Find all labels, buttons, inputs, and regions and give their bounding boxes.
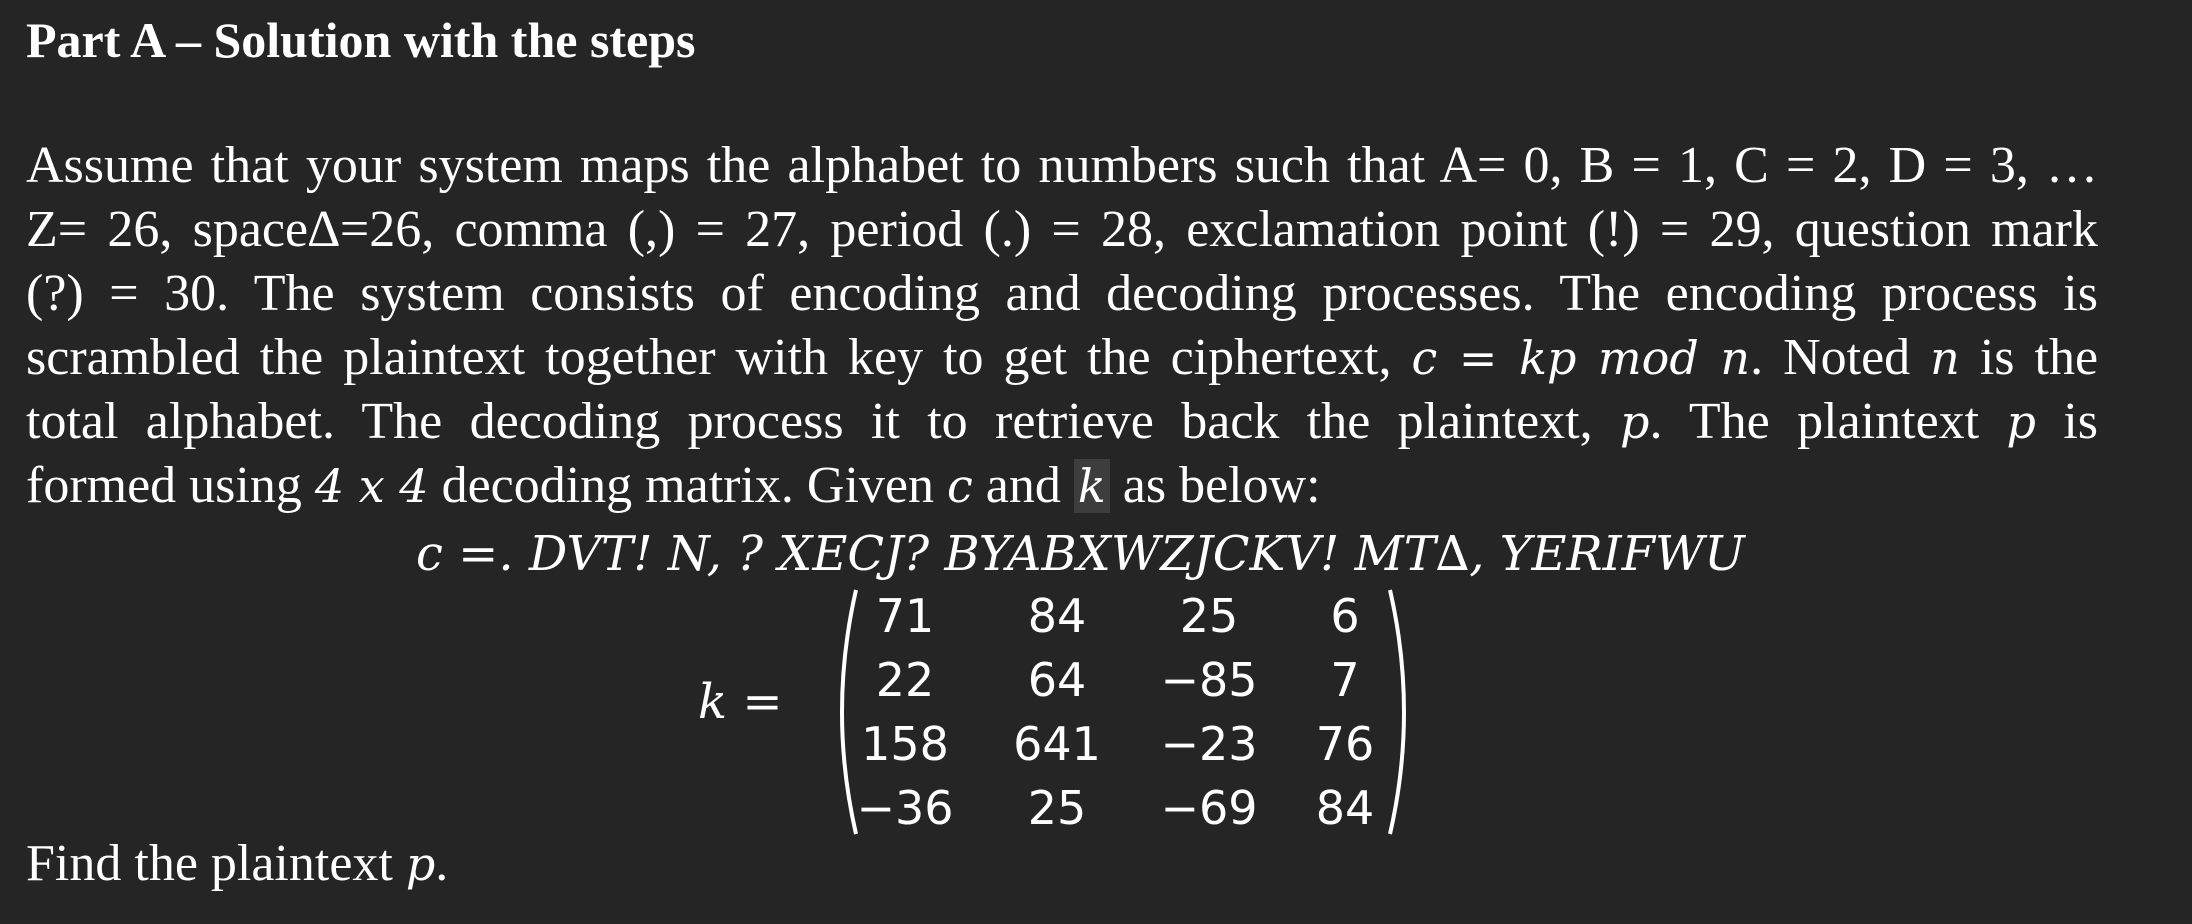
section-heading: Part A – Solution with the steps [26,12,696,68]
matrix-cell: 25 [1027,781,1087,835]
text-segment: . The plaintext [1649,393,1980,450]
matrix-cell: 7 [1330,653,1360,707]
text-segment: scrambled the plaintext together with key to get the ciphertext, [26,329,1392,386]
matrix-cell: −23 [1160,717,1258,771]
matrix-cell: 641 [1013,717,1101,771]
matrix-cell: 6 [1330,589,1360,643]
paragraph-line-5 [26,390,2098,454]
math-variable-c: c [947,459,973,513]
find-instruction [26,832,448,896]
matrix-cell: −36 [856,781,954,835]
math-variable-p: p [1620,395,1650,449]
math-variable-p: p [405,837,436,891]
problem-paragraph [26,134,2098,518]
text-segment: total alphabet. The decoding process it to retrieve back the plaintext, [26,393,1593,450]
text-segment: . [435,835,449,892]
matrix-cell: 76 [1315,717,1375,771]
matrix-cell: 158 [861,717,949,771]
paragraph-line-1: Assume that your system maps the alphabet to numbers such that A= 0, B = 1, C = 2, D = 3, … [26,137,2098,194]
text-segment: formed using [26,457,302,514]
text-segment: . Noted [1750,329,1911,386]
text-segment: is the [1979,329,2099,386]
math-variable-n: n [1930,331,1960,385]
math-variable-k-highlighted: k [1074,459,1110,513]
matrix-cell: −69 [1160,781,1258,835]
text-segment: decoding matrix. Given [441,457,935,514]
key-label: k = [698,674,783,730]
matrix-cell: 25 [1179,589,1239,643]
text-segment: is [2063,393,2099,450]
paragraph-line-2: Z= 26, space∆=26, comma (,) = 27, period (.) = 28, exclamation point (!) = 29, question mark [26,201,2098,258]
matrix-cell: 71 [875,589,935,643]
math-variable-p: p [2006,395,2036,449]
matrix-cell: −85 [1160,653,1258,707]
paragraph-line-3: (?) = 30. The system consists of encoding and decoding processes. The encoding process is [26,265,2098,322]
matrix-cell: 84 [1027,589,1087,643]
matrix-cell: 64 [1027,653,1087,707]
matrix-cell: 22 [875,653,935,707]
text-segment: Find the plaintext [26,835,393,892]
paragraph-line-6 [26,454,2098,518]
matrix-cell: 84 [1315,781,1375,835]
key-matrix [826,586,1420,838]
text-segment: as below: [1122,457,1321,514]
ciphertext-equation: c =. DVT! N, ? XECJ? BYABXWZJCKV! MT∆, YERIFWU [416,526,1745,582]
text-segment: and [985,457,1061,514]
paragraph-line-4 [26,326,2098,390]
matrix-dimension: 4 x 4 [314,459,429,513]
encoding-formula: c = kp mod n [1411,331,1751,385]
